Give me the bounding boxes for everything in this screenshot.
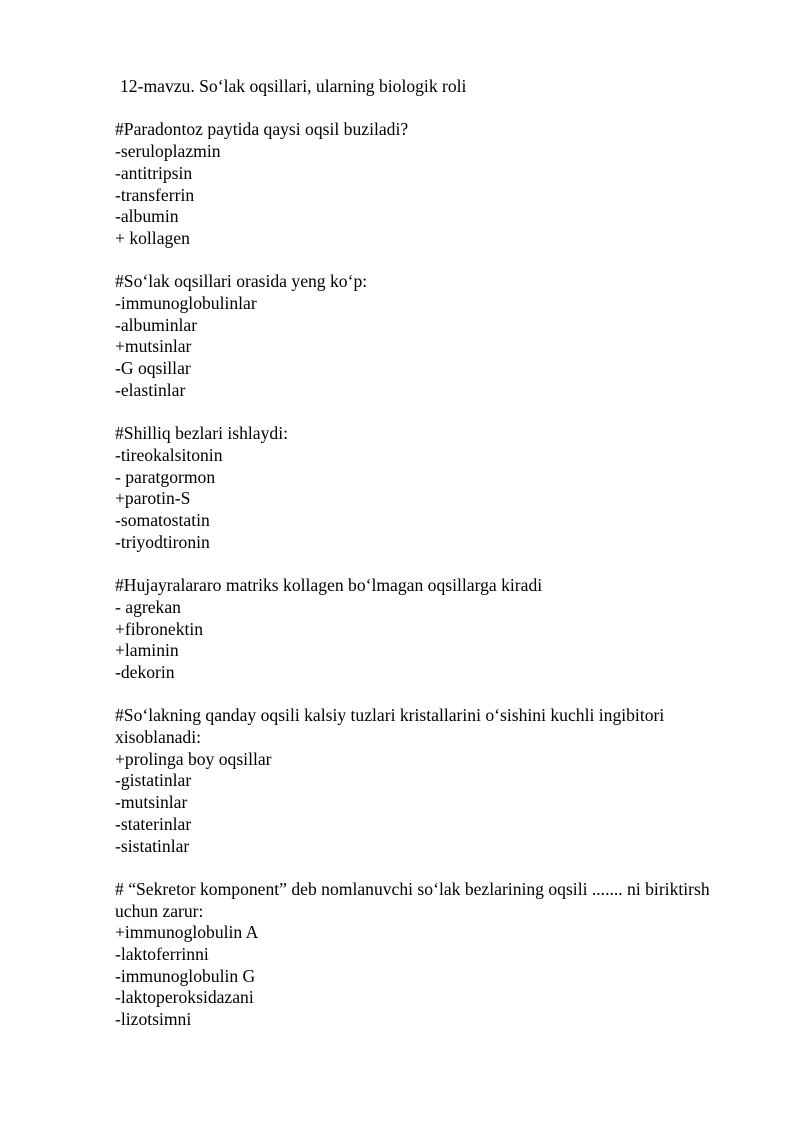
answer-option: + kollagen	[115, 227, 190, 248]
answer-option: +mutsinlar	[115, 336, 192, 357]
answer-option: -lizotsimni	[115, 1009, 192, 1030]
question-block	[115, 271, 715, 401]
answer-option: -laktoperoksidazani	[115, 987, 254, 1008]
question-block	[115, 423, 715, 553]
answer-option: -immunoglobulinlar	[115, 293, 257, 313]
question-text: #Hujayralararo matriks kollagen bo‘lmagan oqsillarga kiradi	[115, 575, 543, 596]
answer-option: -albuminlar	[115, 314, 198, 335]
answer-option: +immunoglobulin A	[115, 922, 259, 943]
document-title: 12-mavzu. So‘lak oqsillari, ularning biologik roli	[120, 76, 467, 96]
answer-option: +parotin-S	[115, 488, 191, 509]
document-page	[115, 76, 715, 1031]
question-text: #Shilliq bezlari ishlaydi:	[115, 423, 288, 444]
question-block	[115, 575, 715, 684]
answer-option: -albumin	[115, 206, 179, 227]
answer-option: -triyodtironin	[115, 531, 210, 552]
question-list	[115, 119, 715, 1030]
answer-option: - agrekan	[115, 596, 181, 617]
answer-option: -gistatinlar	[115, 770, 192, 791]
question-block	[115, 119, 715, 249]
question-text: # “Sekretor komponent” deb nomlanuvchi so‘lak bezlarining oqsili ....... ni biriktirsh uchun zarur:	[115, 878, 710, 921]
answer-option: -G oqsillar	[115, 358, 191, 379]
answer-option: +laminin	[115, 640, 179, 661]
answer-option: -seruloplazmin	[115, 141, 221, 162]
answer-option: -tireokalsitonin	[115, 444, 223, 465]
answer-option: -mutsinlar	[115, 792, 188, 813]
answer-option: -laktoferrinni	[115, 944, 209, 965]
answer-option: -immunoglobulin G	[115, 965, 256, 986]
answer-option: - paratgormon	[115, 466, 216, 487]
question-block	[115, 879, 715, 1031]
answer-option: -transferrin	[115, 184, 195, 205]
answer-option: -somatostatin	[115, 510, 210, 531]
answer-option: +fibronektin	[115, 618, 204, 639]
answer-option: -sistatinlar	[115, 835, 190, 856]
answer-option: -elastinlar	[115, 379, 186, 400]
question-text: #Paradontoz paytida qaysi oqsil buziladi?	[115, 119, 409, 140]
question-block	[115, 705, 715, 857]
question-text: #So‘lakning qanday oqsili kalsiy tuzlari kristallarini o‘sishini kuchli ingibitori xisoblanadi:	[115, 705, 665, 748]
answer-option: +prolinga boy oqsillar	[115, 748, 272, 769]
answer-option: -antitripsin	[115, 162, 193, 183]
question-text: #So‘lak oqsillari orasida yeng ko‘p:	[115, 271, 368, 292]
answer-option: -staterinlar	[115, 813, 192, 834]
answer-option: -dekorin	[115, 661, 175, 682]
